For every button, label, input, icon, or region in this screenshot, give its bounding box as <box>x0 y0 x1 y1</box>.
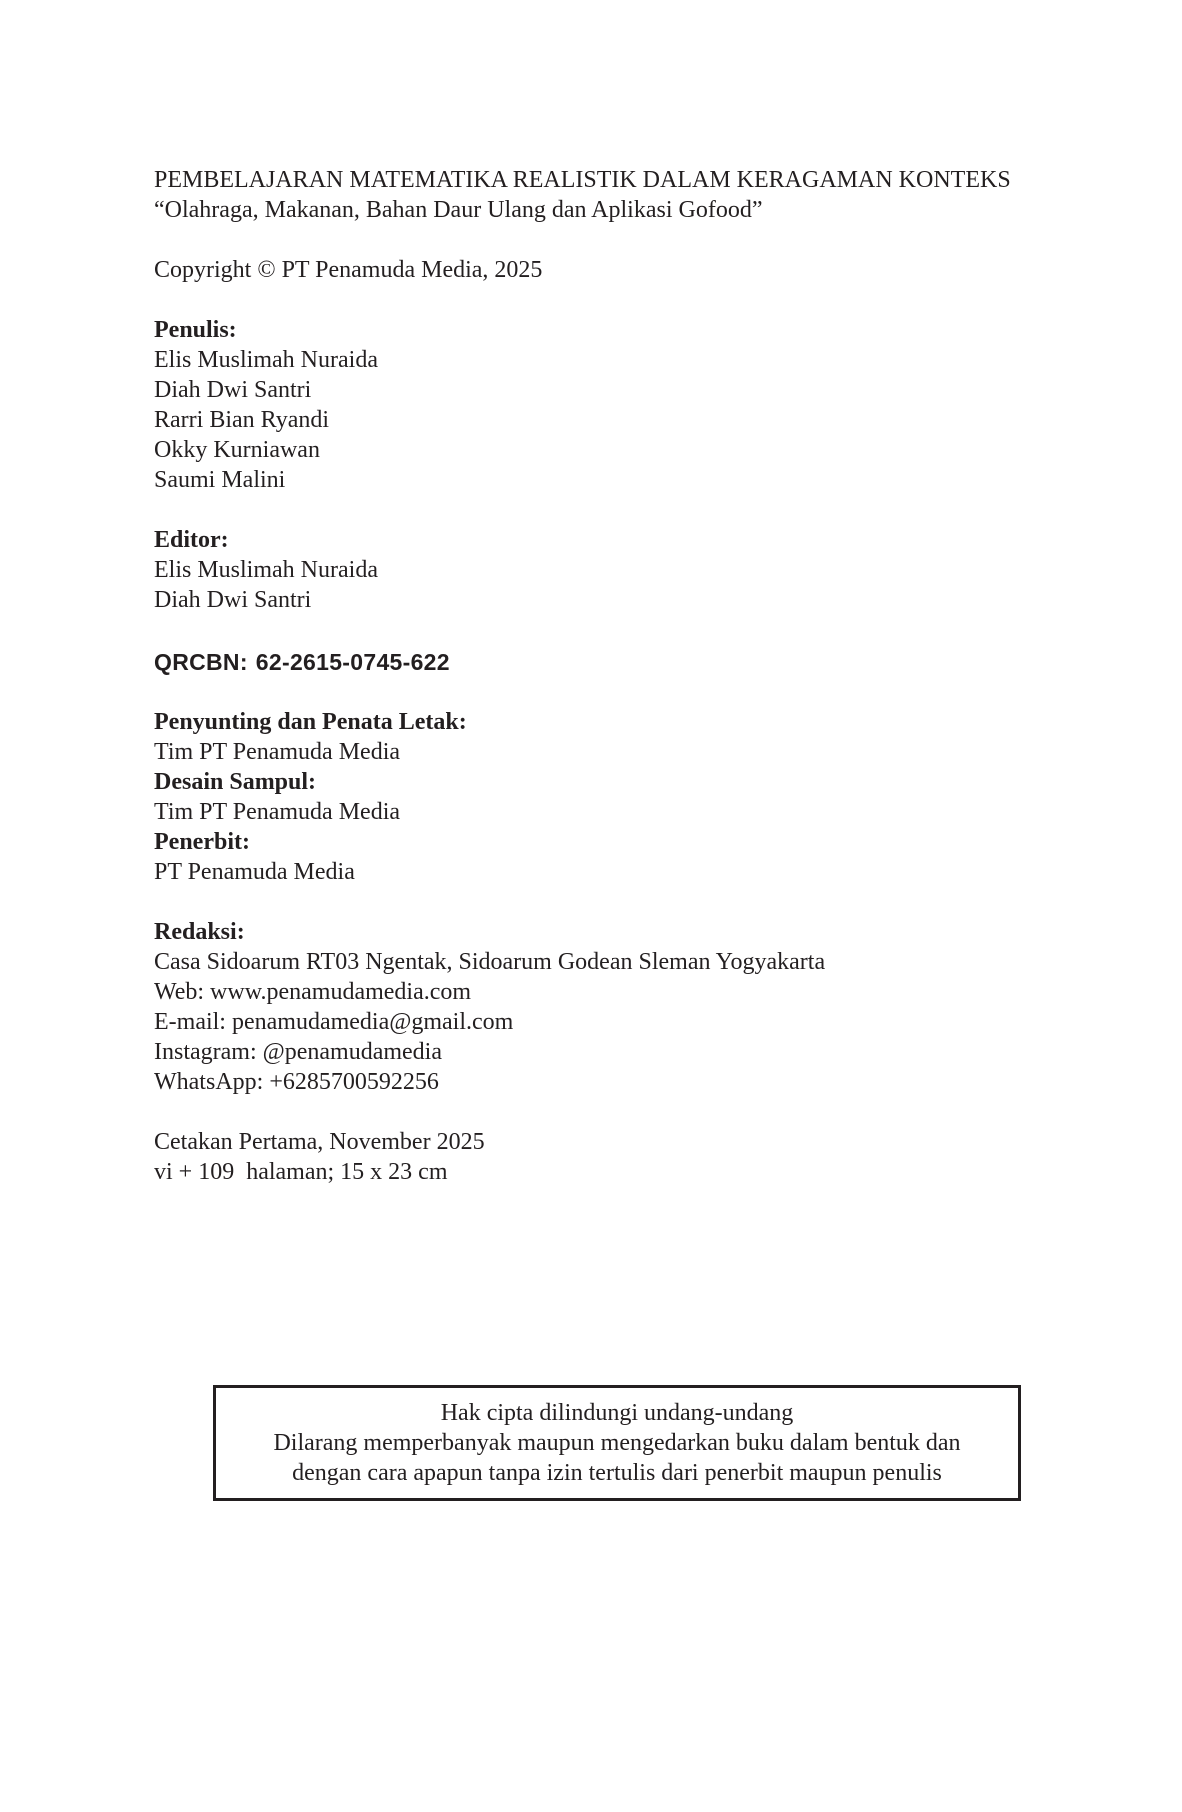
edition-pages: vi + 109 halaman; 15 x 23 cm <box>154 1159 448 1185</box>
book-title: PEMBELAJARAN MATEMATIKA REALISTIK DALAM KERAGAMAN KONTEKS <box>154 167 1011 193</box>
edition-printing: Cetakan Pertama, November 2025 <box>154 1129 485 1155</box>
author-name: Okky Kurniawan <box>154 437 320 463</box>
author-name: Elis Muslimah Nuraida <box>154 347 378 373</box>
redaksi-email: E-mail: penamudamedia@gmail.com <box>154 1009 514 1035</box>
redaksi-heading: Redaksi: <box>154 919 245 945</box>
cover-design-heading: Desain Sampul: <box>154 769 317 795</box>
cover-design-value: Tim PT Penamuda Media <box>154 799 401 825</box>
redaksi-web: Web: www.penamudamedia.com <box>154 979 472 1005</box>
copyright-notice: Copyright © PT Penamuda Media, 2025 <box>154 257 543 283</box>
author-name: Saumi Malini <box>154 467 286 493</box>
author-name: Diah Dwi Santri <box>154 377 312 403</box>
redaksi-whatsapp: WhatsApp: +6285700592256 <box>154 1069 439 1095</box>
qrcbn-value: 62-2615-0745-622 <box>255 649 450 675</box>
layout-heading: Penyunting dan Penata Letak: <box>154 709 467 735</box>
notice-line-3: dengan cara apapun tanpa izin tertulis dari penerbit maupun penulis <box>292 1460 942 1486</box>
redaksi-address: Casa Sidoarum RT03 Ngentak, Sidoarum Godean Sleman Yogyakarta <box>154 949 826 975</box>
copyright-notice-box <box>213 1385 1021 1501</box>
editor-name: Elis Muslimah Nuraida <box>154 557 378 583</box>
qrcbn-line <box>154 645 1054 677</box>
publisher-value: PT Penamuda Media <box>154 859 355 885</box>
editors-heading: Editor: <box>154 527 229 553</box>
authors-heading: Penulis: <box>154 317 237 343</box>
book-subtitle: “Olahraga, Makanan, Bahan Daur Ulang dan Aplikasi Gofood” <box>154 197 763 223</box>
imprint-block <box>154 165 1054 1187</box>
qrcbn-label: QRCBN: <box>154 649 248 675</box>
redaksi-instagram: Instagram: @penamudamedia <box>154 1039 442 1065</box>
notice-line-2: Dilarang memperbanyak maupun mengedarkan buku dalam bentuk dan <box>273 1430 961 1456</box>
layout-value: Tim PT Penamuda Media <box>154 739 401 765</box>
editor-name: Diah Dwi Santri <box>154 587 312 613</box>
notice-line-1: Hak cipta dilindungi undang-undang <box>440 1400 794 1426</box>
publisher-heading: Penerbit: <box>154 829 250 855</box>
author-name: Rarri Bian Ryandi <box>154 407 330 433</box>
